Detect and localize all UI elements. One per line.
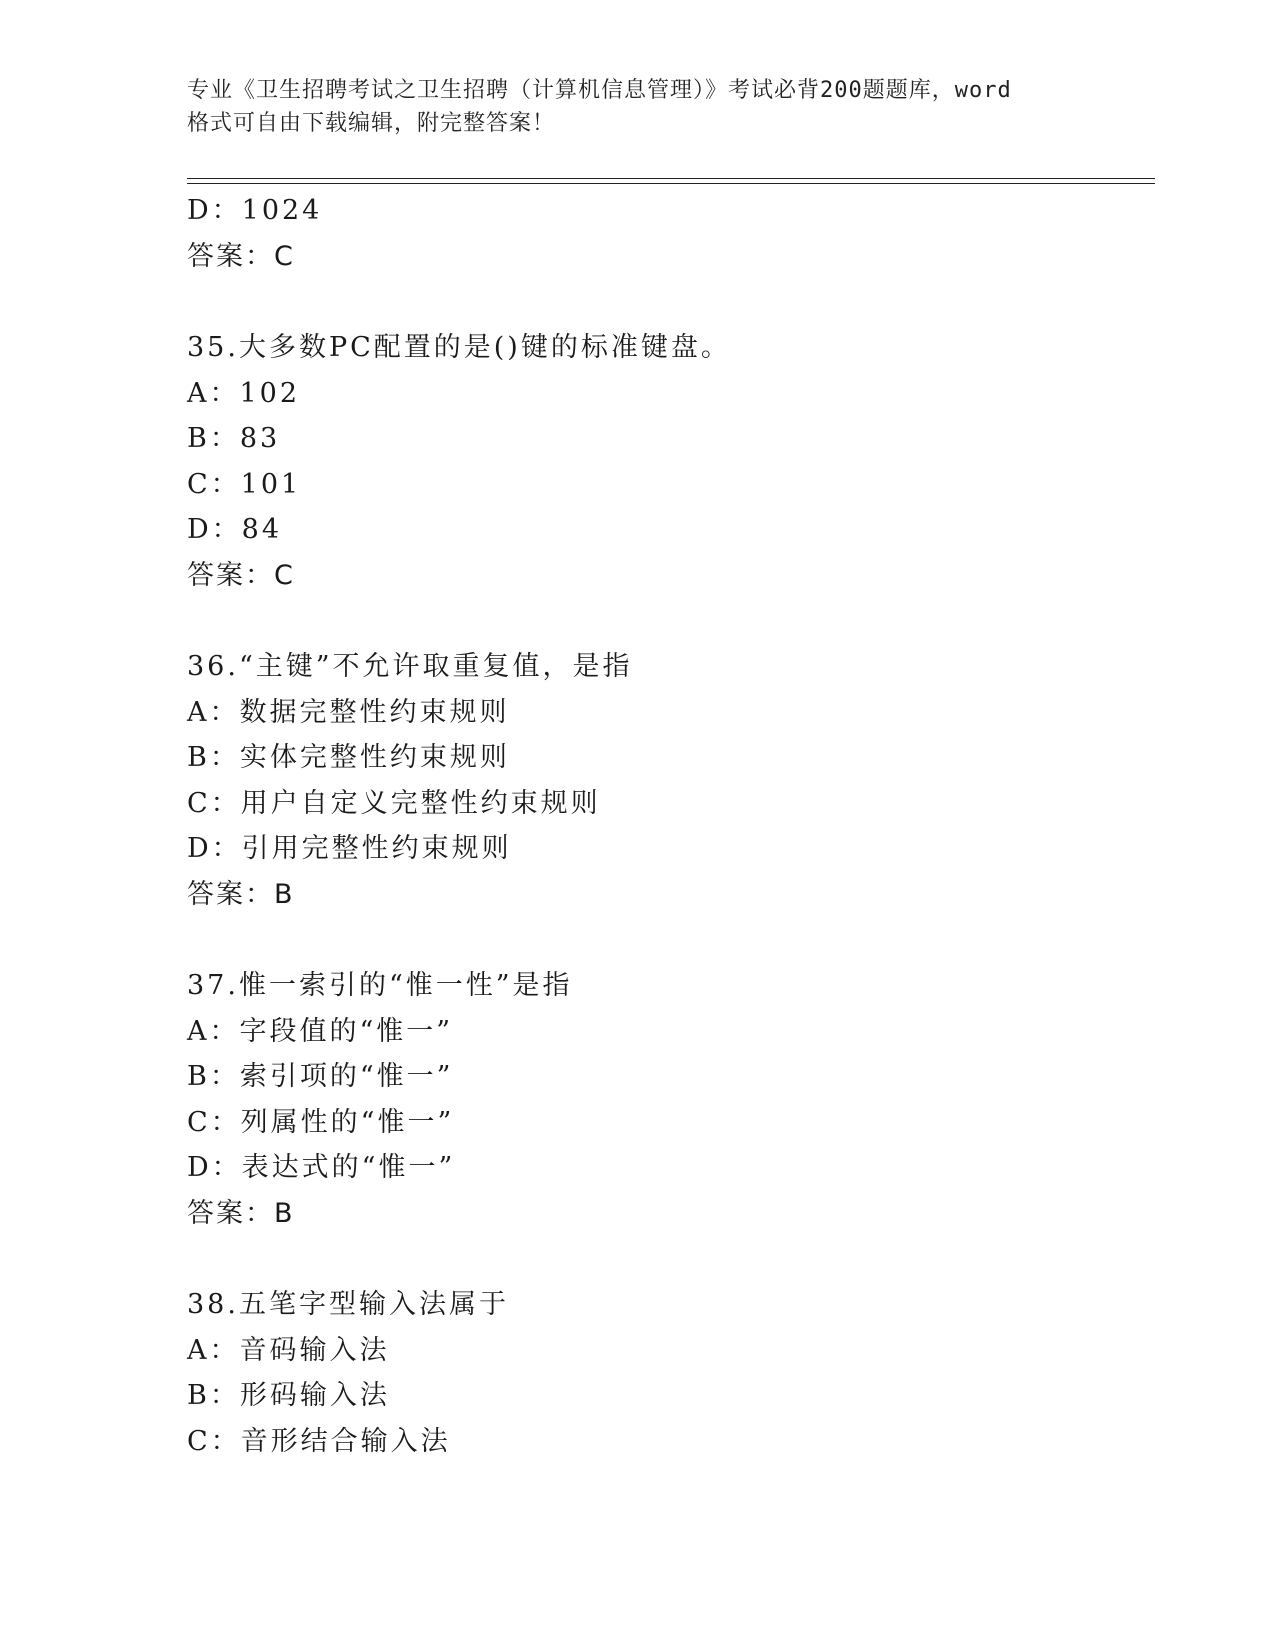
option-line: B：索引项的“惟一” <box>187 1061 454 1092</box>
header-line-2: 格式可自由下载编辑，附完整答案！ <box>187 111 556 136</box>
option-line: D：表达式的“惟一” <box>187 1152 456 1183</box>
header-rule-bottom <box>187 183 1155 184</box>
option-line: B：形码输入法 <box>187 1380 390 1411</box>
option-line: C：用户自定义完整性约束规则 <box>187 787 601 819</box>
answer-line <box>187 234 1155 280</box>
header-rule-top <box>187 178 1155 179</box>
option-line: B：83 <box>187 423 281 454</box>
option-line: D：引用完整性约束规则 <box>187 833 512 864</box>
question-text: 37.惟一索引的“惟一性”是指 <box>187 970 573 1001</box>
question-text: 38.五笔字型输入法属于 <box>187 1289 509 1320</box>
answer-prefix: 答案： <box>187 559 274 591</box>
option-line: C：101 <box>187 468 302 500</box>
option-line: A：字段值的“惟一” <box>187 1015 454 1047</box>
option-line: A：数据完整性约束规则 <box>187 696 510 728</box>
answer-value: B <box>274 1197 295 1229</box>
document-header <box>187 74 1087 140</box>
option-line: A：音码输入法 <box>187 1334 390 1366</box>
answer-prefix: 答案： <box>187 1197 274 1229</box>
answer-value: B <box>274 878 295 910</box>
question-text: 35.大多数PC配置的是()键的标准键盘。 <box>187 332 731 363</box>
answer-value: C <box>274 559 295 591</box>
answer-prefix: 答案： <box>187 240 274 272</box>
option-line: D：1024 <box>187 195 323 226</box>
question-list <box>187 188 1155 1464</box>
answer-line <box>187 872 1155 918</box>
option-line: A：102 <box>187 377 301 409</box>
option-line: C：音形结合输入法 <box>187 1425 451 1457</box>
option-line: D：84 <box>187 514 283 545</box>
option-line: B：实体完整性约束规则 <box>187 742 510 773</box>
answer-prefix: 答案： <box>187 878 274 910</box>
option-line: C：列属性的“惟一” <box>187 1106 455 1138</box>
answer-value: C <box>274 240 295 272</box>
answer-line <box>187 553 1155 599</box>
question-text: 36.“主键”不允许取重复值，是指 <box>187 651 633 682</box>
header-line-1: 专业《卫生招聘考试之卫生招聘（计算机信息管理）》考试必背200题题库，word <box>187 78 1012 103</box>
answer-line <box>187 1191 1155 1237</box>
